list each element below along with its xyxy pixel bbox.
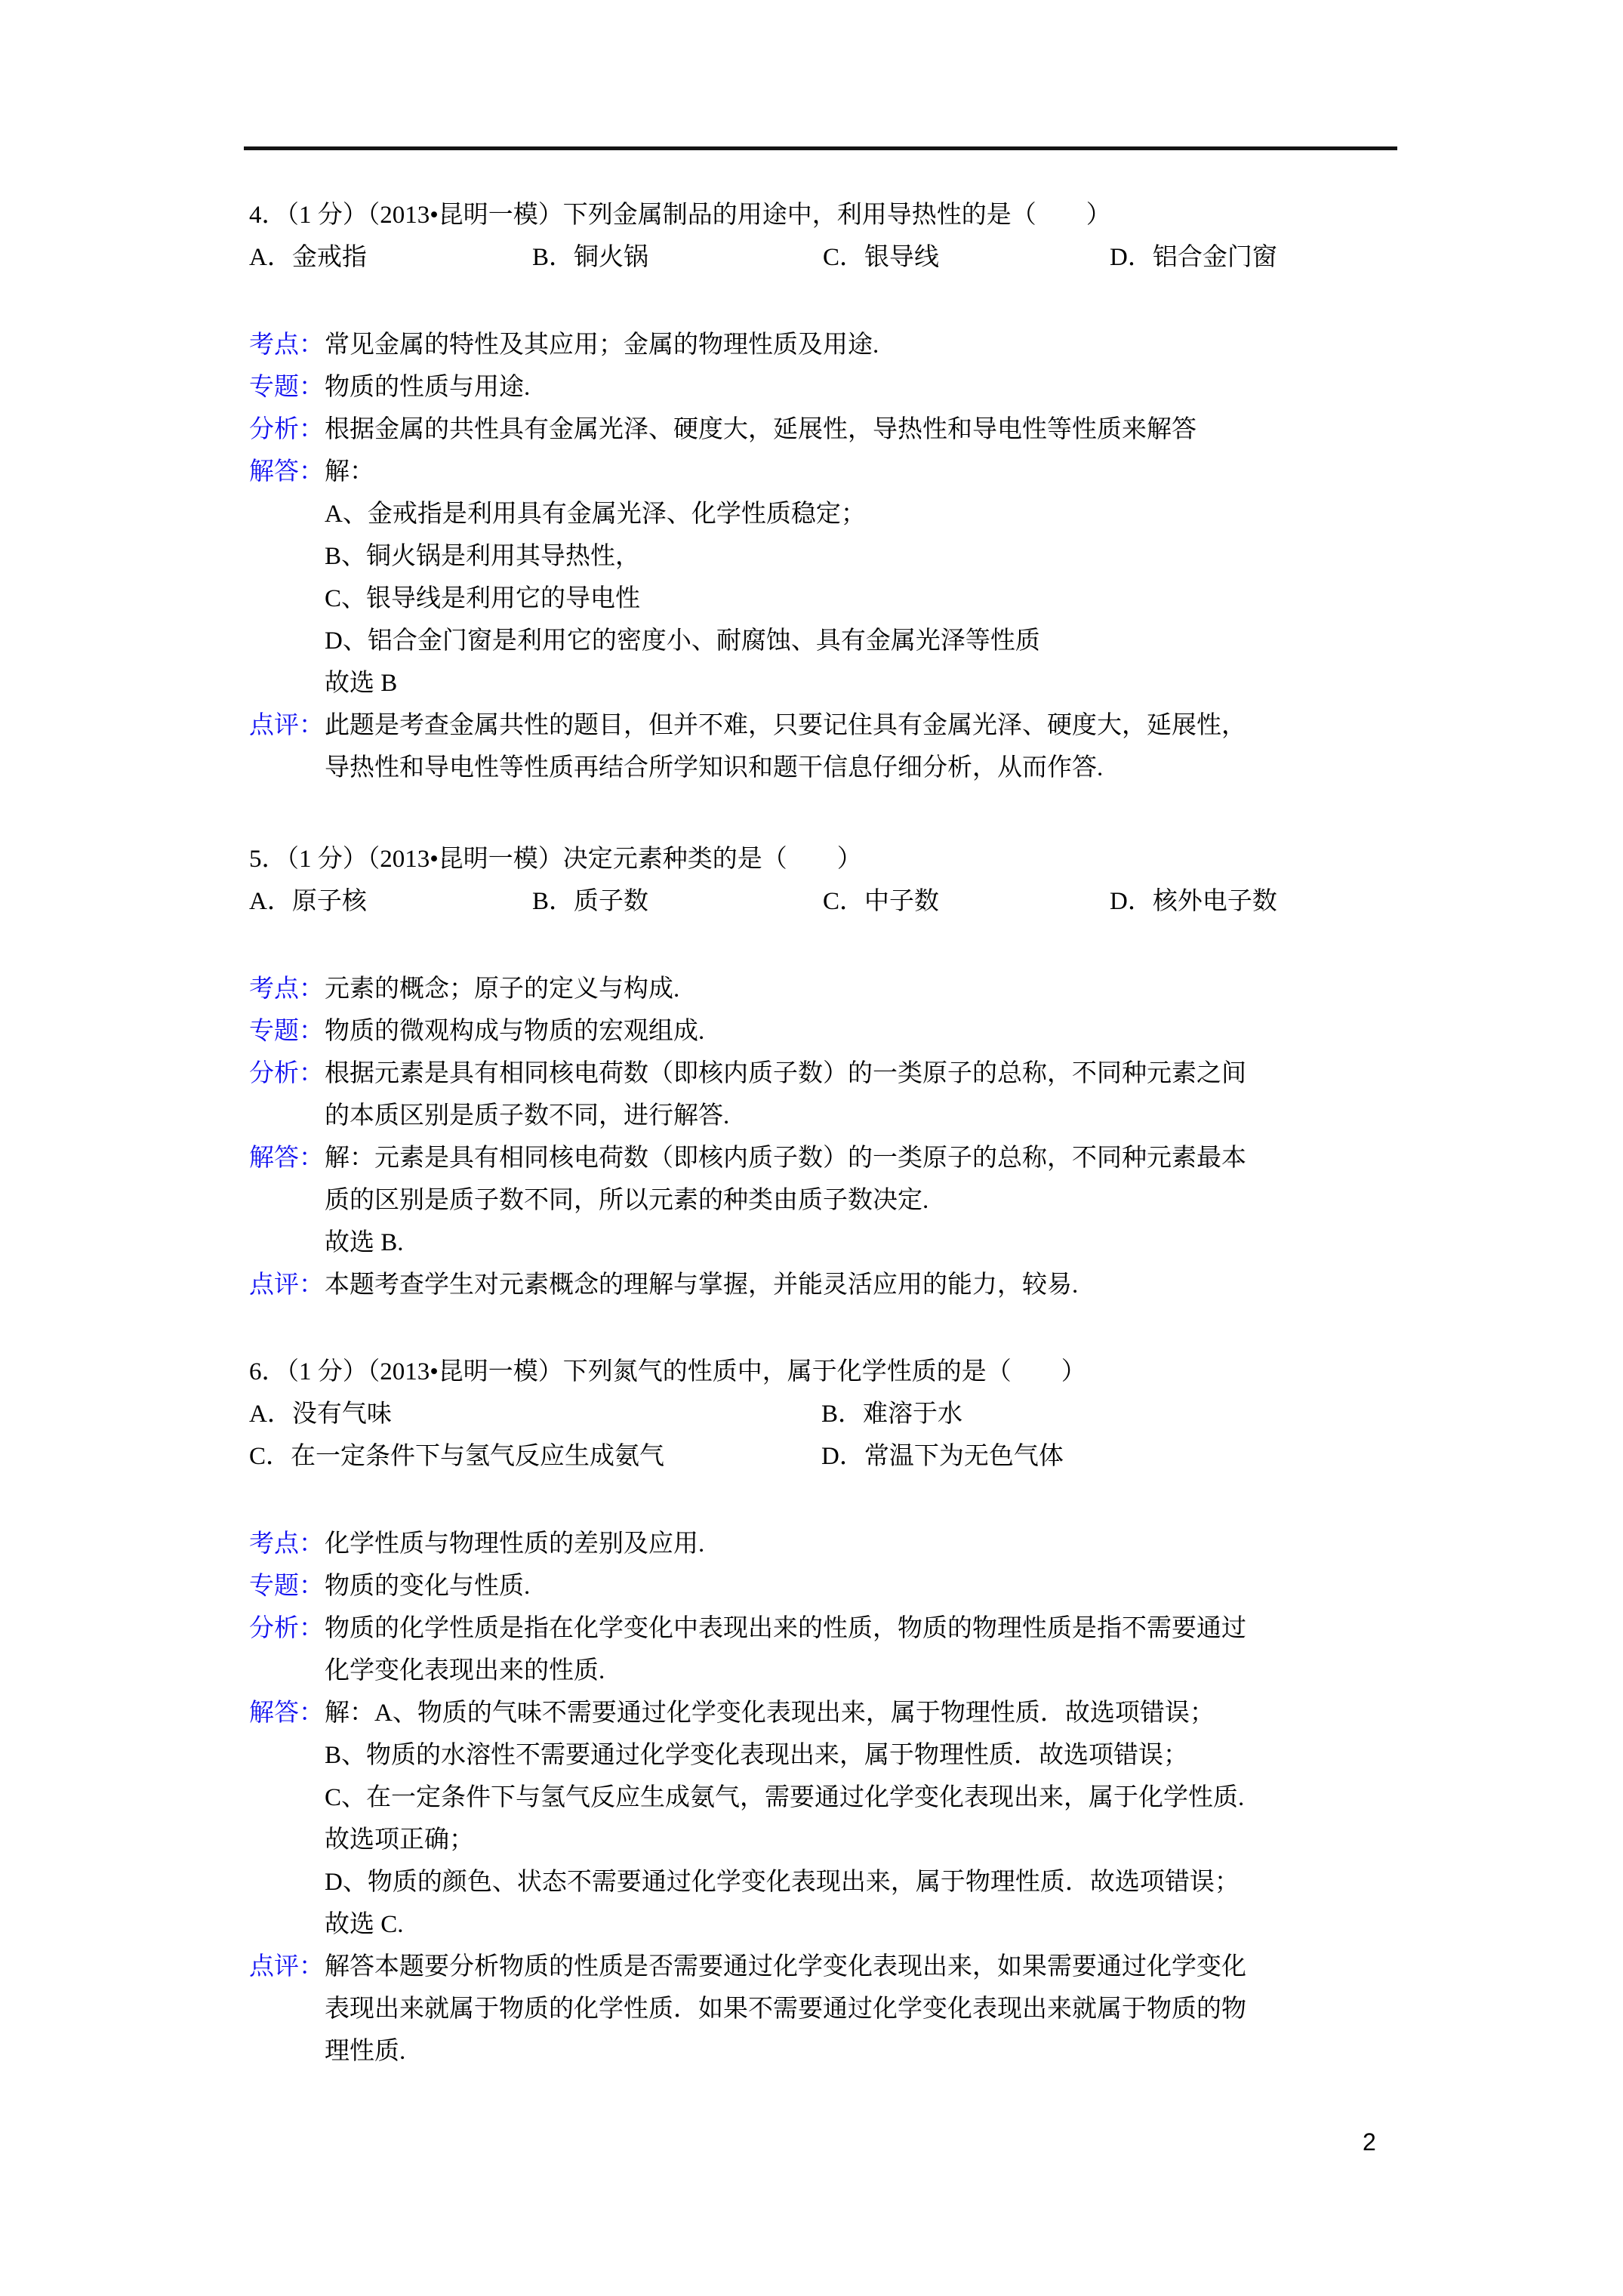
kaodian-row bbox=[249, 324, 1427, 366]
zhuanti-label: 专题： bbox=[249, 374, 324, 401]
fenxi-text-2: 化学变化表现出来的性质. bbox=[325, 1657, 605, 1684]
option-a: A．没有气味 bbox=[249, 1401, 392, 1428]
dianping-label: 点评： bbox=[249, 1271, 324, 1299]
jieda-label: 解答： bbox=[249, 1145, 324, 1172]
jieda-line-b bbox=[249, 535, 1427, 578]
question-title bbox=[249, 838, 1427, 880]
dianping-line-2 bbox=[249, 1988, 1427, 2030]
header-divider bbox=[244, 146, 1397, 150]
kaodian-text: 化学性质与物理性质的差别及应用. bbox=[325, 1530, 705, 1558]
zhuanti-row bbox=[249, 1565, 1427, 1607]
fenxi-label: 分析： bbox=[249, 1615, 324, 1642]
option-c: C．在一定条件下与氢气反应生成氨气 bbox=[249, 1443, 665, 1470]
dianping-text-3: 理性质. bbox=[325, 2038, 406, 2065]
question-4 bbox=[249, 194, 1427, 789]
dianping-row bbox=[249, 1946, 1427, 1988]
fenxi-label: 分析： bbox=[249, 416, 324, 443]
dianping-label: 点评： bbox=[249, 1953, 324, 1980]
dianping-row bbox=[249, 1264, 1427, 1306]
jieda-conclusion-text: 故选 B bbox=[325, 670, 398, 697]
fenxi-row bbox=[249, 408, 1427, 451]
jieda-line-b bbox=[249, 1734, 1427, 1777]
jieda-line-c bbox=[249, 1777, 1427, 1819]
option-a: A．金戒指 bbox=[249, 244, 367, 271]
question-6 bbox=[249, 1351, 1427, 2073]
option-c: C．银导线 bbox=[823, 244, 940, 271]
jieda-label: 解答： bbox=[249, 1700, 324, 1727]
dianping-text: 本题考查学生对元素概念的理解与掌握，并能灵活应用的能力，较易. bbox=[325, 1271, 1079, 1299]
jieda-text-c: C、在一定条件下与氢气反应生成氨气，需要通过化学变化表现出来，属于化学性质. bbox=[325, 1784, 1245, 1811]
fenxi-label: 分析： bbox=[249, 1060, 324, 1087]
options-row-2 bbox=[249, 1435, 1427, 1478]
jieda-label: 解答： bbox=[249, 458, 324, 485]
kaodian-label: 考点： bbox=[249, 975, 324, 1003]
jieda-line-b-text: B、铜火锅是利用其导热性， bbox=[325, 543, 641, 570]
spacer bbox=[249, 279, 1427, 324]
jieda-text-c2: 故选项正确； bbox=[325, 1826, 474, 1854]
jieda-text-b: B、物质的水溶性不需要通过化学变化表现出来，属于物理性质．故选项错误； bbox=[325, 1742, 1189, 1769]
jieda-text-2: 质的区别是质子数不同，所以元素的种类由质子数决定. bbox=[325, 1187, 929, 1214]
jieda-line-d bbox=[249, 1861, 1427, 1903]
zhuanti-text: 物质的性质与用途. bbox=[325, 374, 531, 401]
question-title-text: 4．（1 分）（2013•昆明一模）下列金属制品的用途中，利用导热性的是（ ） bbox=[249, 202, 1111, 229]
jieda-text-a: 解：A、物质的气味不需要通过化学变化表现出来，属于物理性质．故选项错误； bbox=[325, 1700, 1215, 1727]
fenxi-row bbox=[249, 1052, 1427, 1095]
fenxi-text-1: 根据元素是具有相同核电荷数（即核内质子数）的一类原子的总称，不同种元素之间 bbox=[325, 1060, 1246, 1087]
jieda-row bbox=[249, 451, 1427, 493]
dianping-text-2: 导热性和导电性等性质再结合所学知识和题干信息仔细分析，从而作答. bbox=[325, 754, 1104, 781]
jieda-text-d: D、物质的颜色、状态不需要通过化学变化表现出来，属于物理性质．故选项错误； bbox=[325, 1869, 1240, 1896]
dianping-label: 点评： bbox=[249, 712, 324, 739]
jieda-line-2 bbox=[249, 1179, 1427, 1222]
kaodian-text: 常见金属的特性及其应用；金属的物理性质及用途. bbox=[325, 331, 879, 359]
options-row-1 bbox=[249, 1393, 1427, 1435]
fenxi-text: 根据金属的共性具有金属光泽、硬度大，延展性，导热性和导电性等性质来解答 bbox=[325, 416, 1196, 443]
zhuanti-text: 物质的微观构成与物质的宏观组成. bbox=[325, 1018, 705, 1045]
dianping-text-1: 解答本题要分析物质的性质是否需要通过化学变化表现出来，如果需要通过化学变化 bbox=[325, 1953, 1246, 1980]
fenxi-text-2: 的本质区别是质子数不同，进行解答. bbox=[325, 1102, 730, 1130]
jieda-intro-text: 解： bbox=[325, 458, 374, 485]
dianping-line-3 bbox=[249, 2030, 1427, 2073]
option-b: B．质子数 bbox=[532, 888, 649, 915]
option-d: D．核外电子数 bbox=[1110, 888, 1277, 915]
jieda-text-1: 解：元素是具有相同核电荷数（即核内质子数）的一类原子的总称，不同种元素最本 bbox=[325, 1145, 1246, 1172]
jieda-line-c-text: C、银导线是利用它的导电性 bbox=[325, 585, 641, 612]
jieda-line-a-text: A、金戒指是利用具有金属光泽、化学性质稳定； bbox=[325, 501, 866, 528]
jieda-line-c bbox=[249, 578, 1427, 620]
question-5 bbox=[249, 838, 1427, 1306]
zhuanti-row bbox=[249, 1010, 1427, 1052]
kaodian-row bbox=[249, 968, 1427, 1010]
fenxi-line-2 bbox=[249, 1095, 1427, 1137]
zhuanti-label: 专题： bbox=[249, 1573, 324, 1600]
spacer bbox=[249, 923, 1427, 968]
jieda-line-d-text: D、铝合金门窗是利用它的密度小、耐腐蚀、具有金属光泽等性质 bbox=[325, 627, 1040, 655]
kaodian-label: 考点： bbox=[249, 1530, 324, 1558]
dianping-text-2: 表现出来就属于物质的化学性质．如果不需要通过化学变化表现出来就属于物质的物 bbox=[325, 1996, 1246, 2023]
question-title-text: 6．（1 分）（2013•昆明一模）下列氮气的性质中，属于化学性质的是（ ） bbox=[249, 1358, 1086, 1385]
spacer bbox=[249, 1478, 1427, 1523]
option-c: C．中子数 bbox=[823, 888, 940, 915]
zhuanti-text: 物质的变化与性质. bbox=[325, 1573, 531, 1600]
options-row bbox=[249, 236, 1427, 279]
kaodian-text: 元素的概念；原子的定义与构成. bbox=[325, 975, 680, 1003]
dianping-text-1: 此题是考查金属共性的题目，但并不难，只要记住具有金属光泽、硬度大，延展性， bbox=[325, 712, 1246, 739]
question-title bbox=[249, 194, 1427, 236]
kaodian-label: 考点： bbox=[249, 331, 324, 359]
options-row bbox=[249, 880, 1427, 923]
option-d: D．常温下为无色气体 bbox=[821, 1443, 1064, 1470]
dianping-line-2 bbox=[249, 747, 1427, 789]
kaodian-row bbox=[249, 1523, 1427, 1565]
jieda-conclusion-text: 故选 B. bbox=[325, 1229, 404, 1256]
option-a: A．原子核 bbox=[249, 888, 367, 915]
fenxi-text-1: 物质的化学性质是指在化学变化中表现出来的性质，物质的物理性质是指不需要通过 bbox=[325, 1615, 1246, 1642]
jieda-row bbox=[249, 1137, 1427, 1179]
question-title bbox=[249, 1351, 1427, 1393]
jieda-line-d bbox=[249, 620, 1427, 662]
fenxi-row bbox=[249, 1607, 1427, 1650]
jieda-conclusion bbox=[249, 1222, 1427, 1264]
jieda-conclusion bbox=[249, 1903, 1427, 1946]
option-d: D．铝合金门窗 bbox=[1110, 244, 1277, 271]
zhuanti-label: 专题： bbox=[249, 1018, 324, 1045]
jieda-conclusion bbox=[249, 662, 1427, 704]
jieda-line-a bbox=[249, 493, 1427, 535]
question-title-text: 5．（1 分）（2013•昆明一模）决定元素种类的是（ ） bbox=[249, 846, 862, 873]
zhuanti-row bbox=[249, 366, 1427, 408]
jieda-line-c2 bbox=[249, 1819, 1427, 1861]
dianping-row bbox=[249, 704, 1427, 747]
fenxi-line-2 bbox=[249, 1650, 1427, 1692]
page-number: 2 bbox=[1363, 2128, 1376, 2156]
option-b: B．难溶于水 bbox=[821, 1401, 963, 1428]
jieda-row bbox=[249, 1692, 1427, 1734]
jieda-conclusion-text: 故选 C. bbox=[325, 1911, 404, 1938]
option-b: B．铜火锅 bbox=[532, 244, 649, 271]
